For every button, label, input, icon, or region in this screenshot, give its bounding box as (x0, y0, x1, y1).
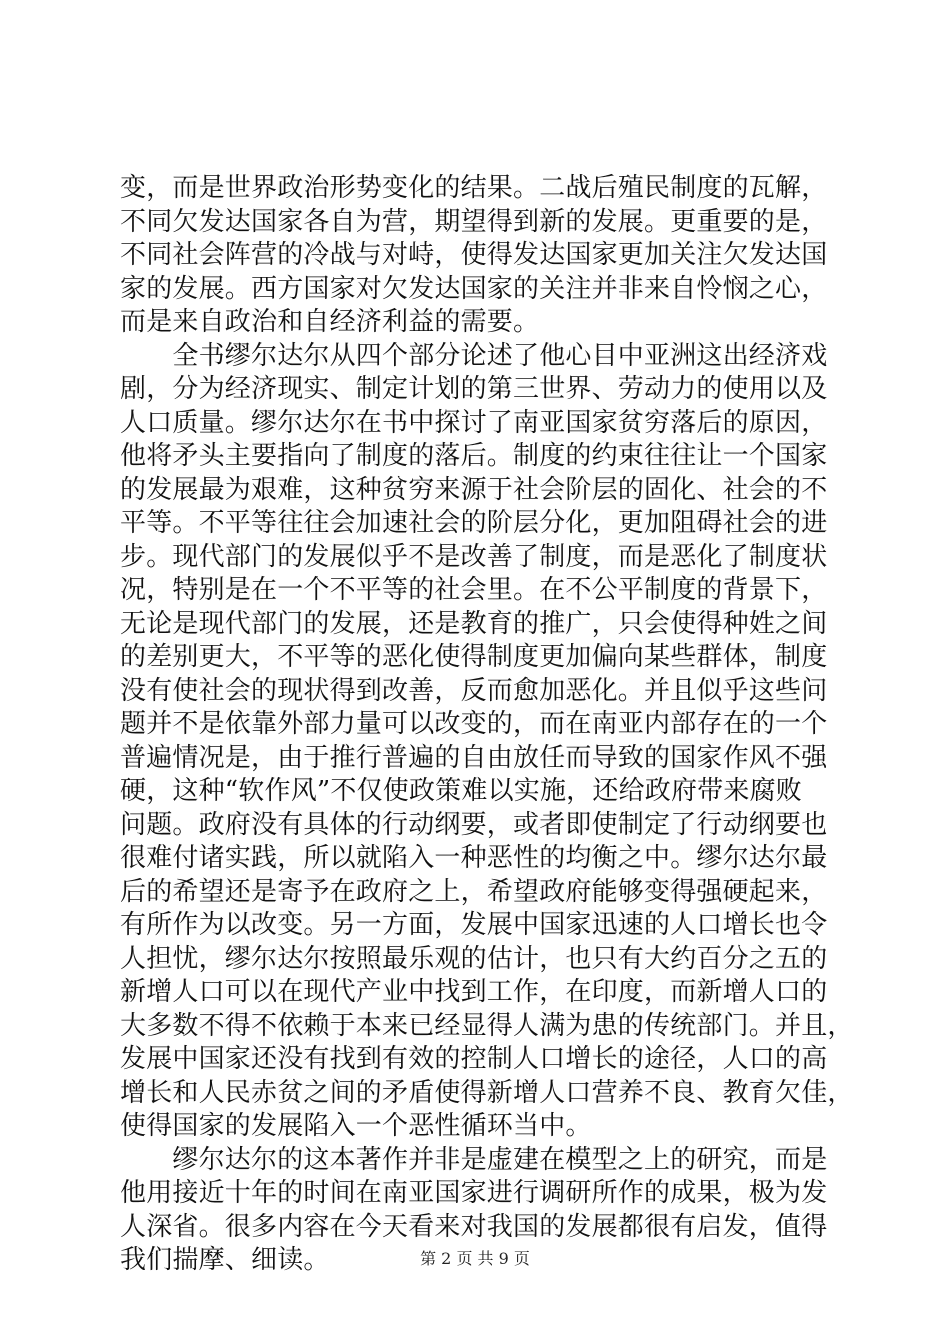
text-line: 平等。不平等往往会加速社会的阶层分化，更加阻碍社会的进 (120, 508, 828, 538)
text-line: 使得国家的发展陷入一个恶性循环当中。 (120, 1111, 592, 1141)
text-line: 普遍情况是，由于推行普遍的自由放任而导致的国家作风不强 (120, 742, 828, 773)
text-line: 人口质量。缪尔达尔在书中探讨了南亚国家贫穷落后的原因， (120, 407, 828, 438)
text-line: 步。现代部门的发展似乎不是改善了制度，而是恶化了制度状 (120, 541, 828, 572)
text-line: 人担忧，缪尔达尔按照最乐观的估计，也只有大约百分之五的 (120, 943, 828, 974)
text-line: 有所作为以改变。另一方面，发展中国家迅速的人口增长也令 (120, 910, 828, 940)
text-line: 后的希望还是寄予在政府之上，希望政府能够变得强硬起来， (120, 876, 828, 907)
text-line: 无论是现代部门的发展，还是教育的推广，只会使得种姓之间 (120, 608, 828, 639)
text-line: 我们揣摩、细读。 (120, 1245, 330, 1275)
text-line: 新增人口可以在现代产业中找到工作，在印度，而新增人口的 (120, 977, 828, 1007)
text-line: 他将矛头主要指向了制度的落后。制度的约束往往让一个国家 (120, 441, 828, 471)
text-line: 很难付诸实践，所以就陷入一种恶性的均衡之中。缪尔达尔最 (120, 843, 828, 873)
text-line: 人深省。很多内容在今天看来对我国的发展都很有启发，值得 (120, 1211, 828, 1242)
text-line: 缪尔达尔的这本著作并非是虚建在模型之上的研究，而是 (120, 1144, 828, 1175)
text-line: 家的发展。西方国家对欠发达国家的关注并非来自怜悯之心， (120, 273, 828, 304)
text-line: 发展中国家还没有找到有效的控制人口增长的途径，人口的高 (120, 1044, 828, 1074)
text-line: 的发展最为艰难，这种贫穷来源于社会阶层的固化、社会的不 (120, 474, 828, 505)
body-text (120, 172, 854, 1278)
text-line: 的差别更大，不平等的恶化使得制度更加偏向某些群体，制度 (120, 642, 828, 672)
text-line: 不同社会阵营的冷战与对峙，使得发达国家更加关注欠发达国 (120, 240, 828, 270)
text-line: 变，而是世界政治形势变化的结果。二战后殖民制度的瓦解， (120, 173, 828, 203)
text-line: 增长和人民赤贫之间的矛盾使得新增人口营养不良、教育欠佳， (120, 1077, 854, 1108)
text-line: 他用接近十年的时间在南亚国家进行调研所作的成果，极为发 (120, 1178, 828, 1208)
text-line: 剧，分为经济现实、制定计划的第三世界、劳动力的使用以及 (120, 374, 828, 404)
text-line: 而是来自政治和自经济利益的需要。 (120, 307, 540, 337)
text-line: 没有使社会的现状得到改善，反而愈加恶化。并且似乎这些问 (120, 675, 828, 706)
text-line: 全书缪尔达尔从四个部分论述了他心目中亚洲这出经济戏 (120, 340, 828, 371)
page-footer: 第 2 页 共 9 页 (420, 1249, 530, 1268)
text-line: 况，特别是在一个不平等的社会里。在不公平制度的背景下， (120, 575, 828, 605)
text-line: 硬，这种“软作风”不仅使政策难以实施，还给政府带来腐败 (120, 776, 802, 806)
text-line: 问题。政府没有具体的行动纲要，或者即使制定了行动纲要也 (120, 809, 828, 840)
text-line: 不同欠发达国家各自为营，期望得到新的发展。更重要的是， (120, 206, 828, 237)
text-line: 题并不是依靠外部力量可以改变的，而在南亚内部存在的一个 (120, 709, 828, 739)
text-line: 大多数不得不依赖于本来已经显得人满为患的传统部门。并且， (120, 1010, 854, 1041)
